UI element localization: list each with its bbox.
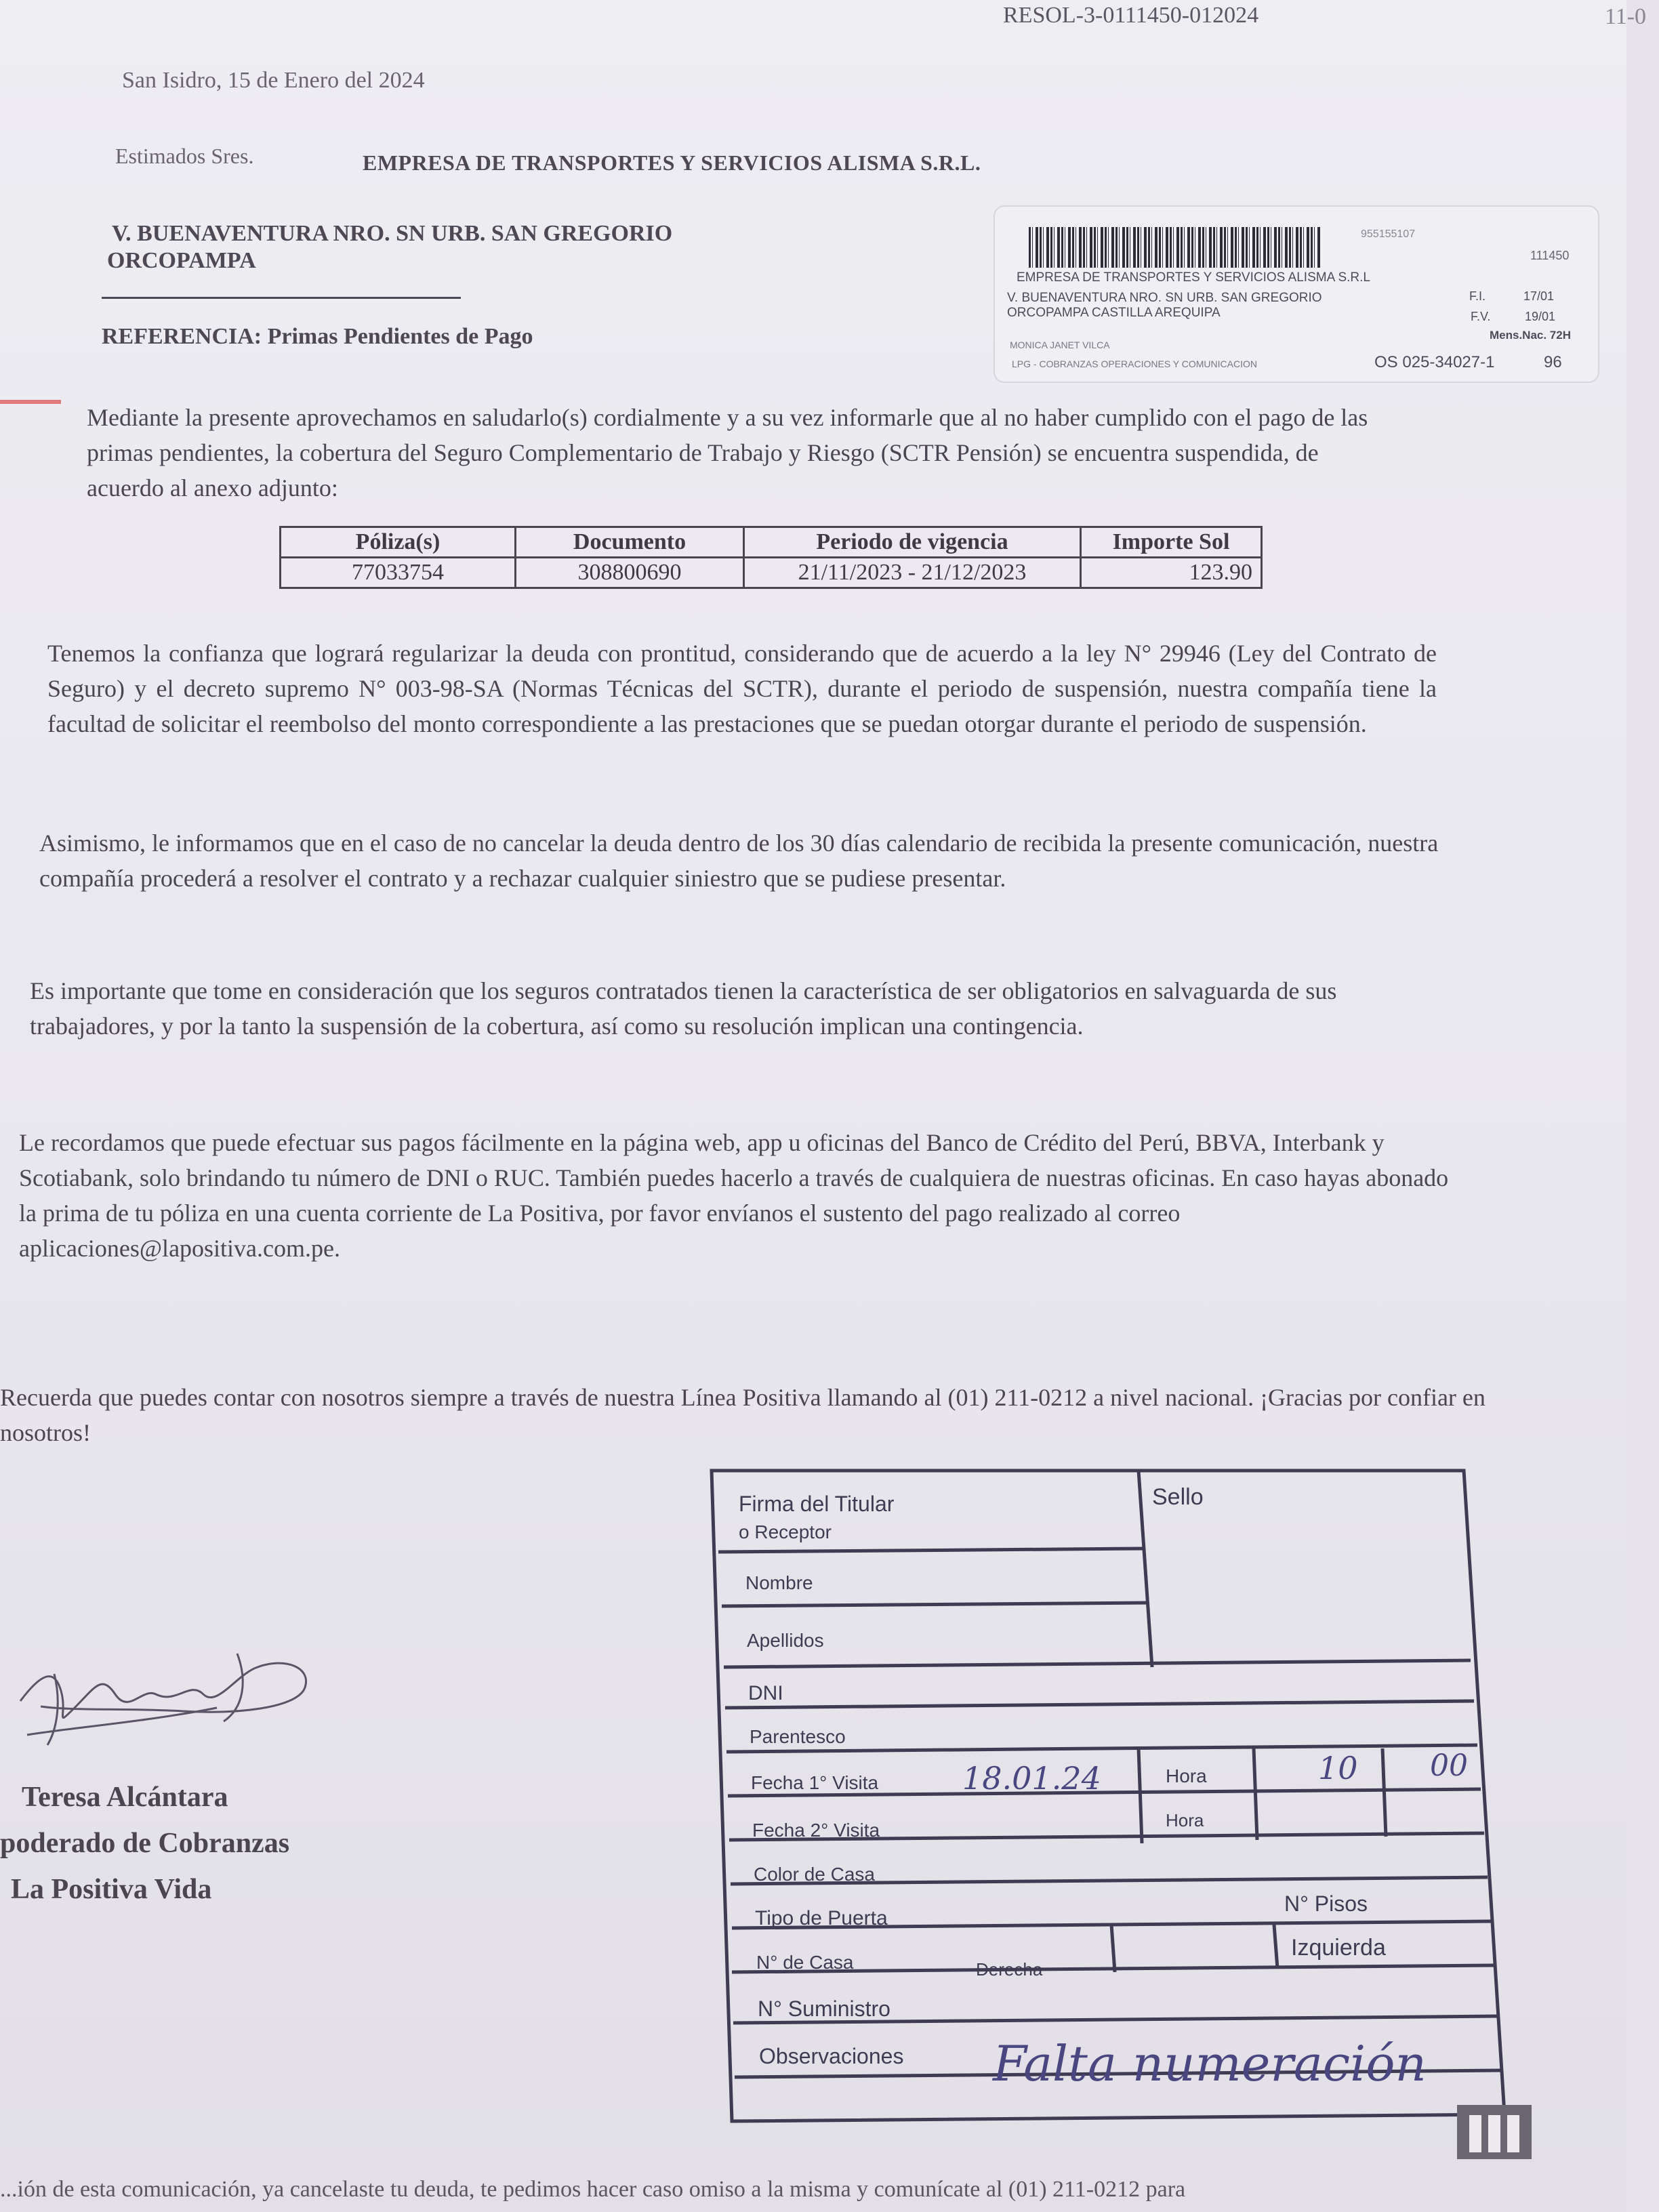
signer-company: La Positiva Vida [11,1874,212,1905]
signer-name: Teresa Alcántara [22,1782,228,1813]
paragraph-payment: Le recordamos que puede efectuar sus pagos fácilmente en la página web, app u oficinas del Banco de Crédito del Perú, BBVA, Interbank y Scotiabank, solo brindando tu número de DNI o RUC. También puedes hacerlo a través de cualquiera de nuestras oficinas. En caso hayas abonado la prima de tu póliza en una cuenta corriente de La Positiva, por favor envíanos el sustento del pago realizado al correo aplicaciones@lapositiva.com.pe. [19,1129,1449,1262]
paragraph-intro: Mediante la presente aprovechamos en saludarlo(s) cordialmente y a su vez informarle que al no haber cumplido con el pago de las primas pendientes, la cobertura del Seguro Complementario de Trabajo y Riesgo (SCTR Pensión) se encuentra suspendida, de acuerdo al anexo adjunto: [87,404,1368,501]
stamp-fecha2: Fecha 2° Visita [752,1820,880,1841]
recipient-address-line1: V. BUENAVENTURA NRO. SN URB. SAN GREGORIO [112,221,673,246]
resolution-number: RESOL-3-0111450-012024 [1003,3,1259,28]
recipient-address-line2: ORCOPAMPA [107,248,256,273]
label-route-number: 96 [1544,353,1562,371]
stamp-derecha: Derecha [976,1959,1043,1980]
stamp-n-suministro: N° Suministro [758,1996,890,2021]
delivery-stamp [705,1450,1572,2135]
stamp-fecha1: Fecha 1° Visita [751,1772,879,1793]
greeting: Estimados Sres. [115,144,254,168]
mailing-label [995,207,1598,382]
table-header-row [281,527,1262,558]
table-row [281,558,1262,588]
bottom-cutoff-line: ...ión de esta comunicación, ya cancelaste tu deuda, te pedimos hacer caso omiso a la misma y comunícate al (01) 211-0212 para [0,2177,1186,2202]
label-code: 111450 [1530,249,1570,262]
stamp-izquierda: Izquierda [1291,1935,1386,1961]
paragraph-contact: Recuerda que puedes contar con nosotros siempre a través de nuestra Línea Positiva llamando al (01) 211-0212 a nivel nacional. ¡Gracias por confiar en nosotros! [0,1384,1486,1446]
label-fv: F.V. [1471,310,1491,323]
reference-line: REFERENCIA: Primas Pendientes de Pago [102,324,533,349]
cell-periodo: 21/11/2023 - 21/12/2023 [744,558,1081,588]
stamp-observaciones-value: Falta numeración [993,2035,1427,2092]
cell-importe: 123.90 [1081,558,1262,588]
stamp-sello: Sello [1152,1484,1204,1510]
col-documento: Documento [516,527,744,558]
label-mens: Mens.Nac. 72H [1490,329,1571,342]
paragraph-law: Tenemos la confianza que logrará regularizar la deuda con prontitud, considerando que de acuerdo a la ley N° 29946 (Ley del Contrato de Seguro) y el decreto supremo N° 003-98-SA (Normas Técnicas del SCTR), durante el periodo de suspensión, nuestra compañía tiene la facultad de solicitar el reembolso del monto correspondiente a las prestaciones que se puedan otorgar durante el periodo de suspensión. [47,640,1437,737]
handwritten-signature [14,1626,325,1755]
col-poliza: Póliza(s) [281,527,516,558]
courier-logo [1450,2098,1538,2173]
stamp-dni: DNI [748,1682,783,1704]
paragraph-importance: Es importante que tome en consideración que los seguros contratados tienen la característica de ser obligatorios en salvaguarda de sus trabajadores, y por la tanto la suspensión de la cobertura, así como su resolución implican una contingencia. [30,977,1337,1040]
margin-mark [0,400,61,404]
stamp-color-casa: Color de Casa [754,1864,875,1885]
stamp-nombre: Nombre [745,1572,813,1593]
label-fi: F.I. [1469,289,1486,303]
policy-table [279,526,1263,589]
col-importe: Importe Sol [1081,527,1262,558]
label-fv-value: 19/01 [1525,310,1556,323]
label-fi-value: 17/01 [1523,289,1555,303]
stamp-hora2: Hora [1166,1810,1204,1830]
stamp-apellidos: Apellidos [747,1630,824,1651]
label-os-number: OS 025-34027-1 [1374,353,1495,371]
cell-documento: 308800690 [516,558,744,588]
stamp-receptor: o Receptor [739,1521,832,1542]
cell-poliza: 77033754 [281,558,516,588]
signer-role: poderado de Cobranzas [0,1828,290,1859]
stamp-parentesco: Parentesco [750,1726,846,1747]
stamp-n-casa: N° de Casa [756,1952,854,1973]
label-company: EMPRESA DE TRANSPORTES Y SERVICIOS ALISMA S.R.L [1017,270,1370,285]
barcode [1029,227,1320,268]
stamp-hora: Hora [1166,1765,1207,1786]
label-courier-name: MONICA JANET VILCA [1010,340,1110,350]
stamp-fecha1-value: 18.01.24 [962,1760,1101,1797]
date-line: San Isidro, 15 de Enero del 2024 [122,68,425,93]
stamp-tipo-puerta: Tipo de Puerta [755,1907,888,1929]
stamp-n-pisos: N° Pisos [1284,1891,1368,1916]
paragraph-deadline: Asimismo, le informamos que en el caso de no cancelar la deuda dentro de los 30 días calendario de recibida la presente comunicación, nuestra compañía procederá a resolver el contrato y a rechazar cualquier siniestro que se pudiese presentar. [39,830,1439,892]
stamp-observaciones: Observaciones [759,2044,904,2068]
barcode-number: 955155107 [1361,228,1416,240]
label-department: LPG - COBRANZAS OPERACIONES Y COMUNICACION [1012,359,1257,369]
col-periodo: Periodo de vigencia [744,527,1081,558]
resolution-number-cut: 11-0 [1605,4,1647,29]
recipient-company: EMPRESA DE TRANSPORTES Y SERVICIOS ALISMA S.R.L. [363,150,981,175]
label-address2: ORCOPAMPA CASTILLA AREQUIPA [1007,306,1221,320]
stamp-hora-min: 00 [1430,1748,1468,1783]
label-address1: V. BUENAVENTURA NRO. SN URB. SAN GREGORIO [1007,291,1322,305]
address-underline [102,297,461,299]
stamp-firma: Firma del Titular [739,1492,895,1516]
stamp-hora-value: 10 [1318,1750,1358,1786]
